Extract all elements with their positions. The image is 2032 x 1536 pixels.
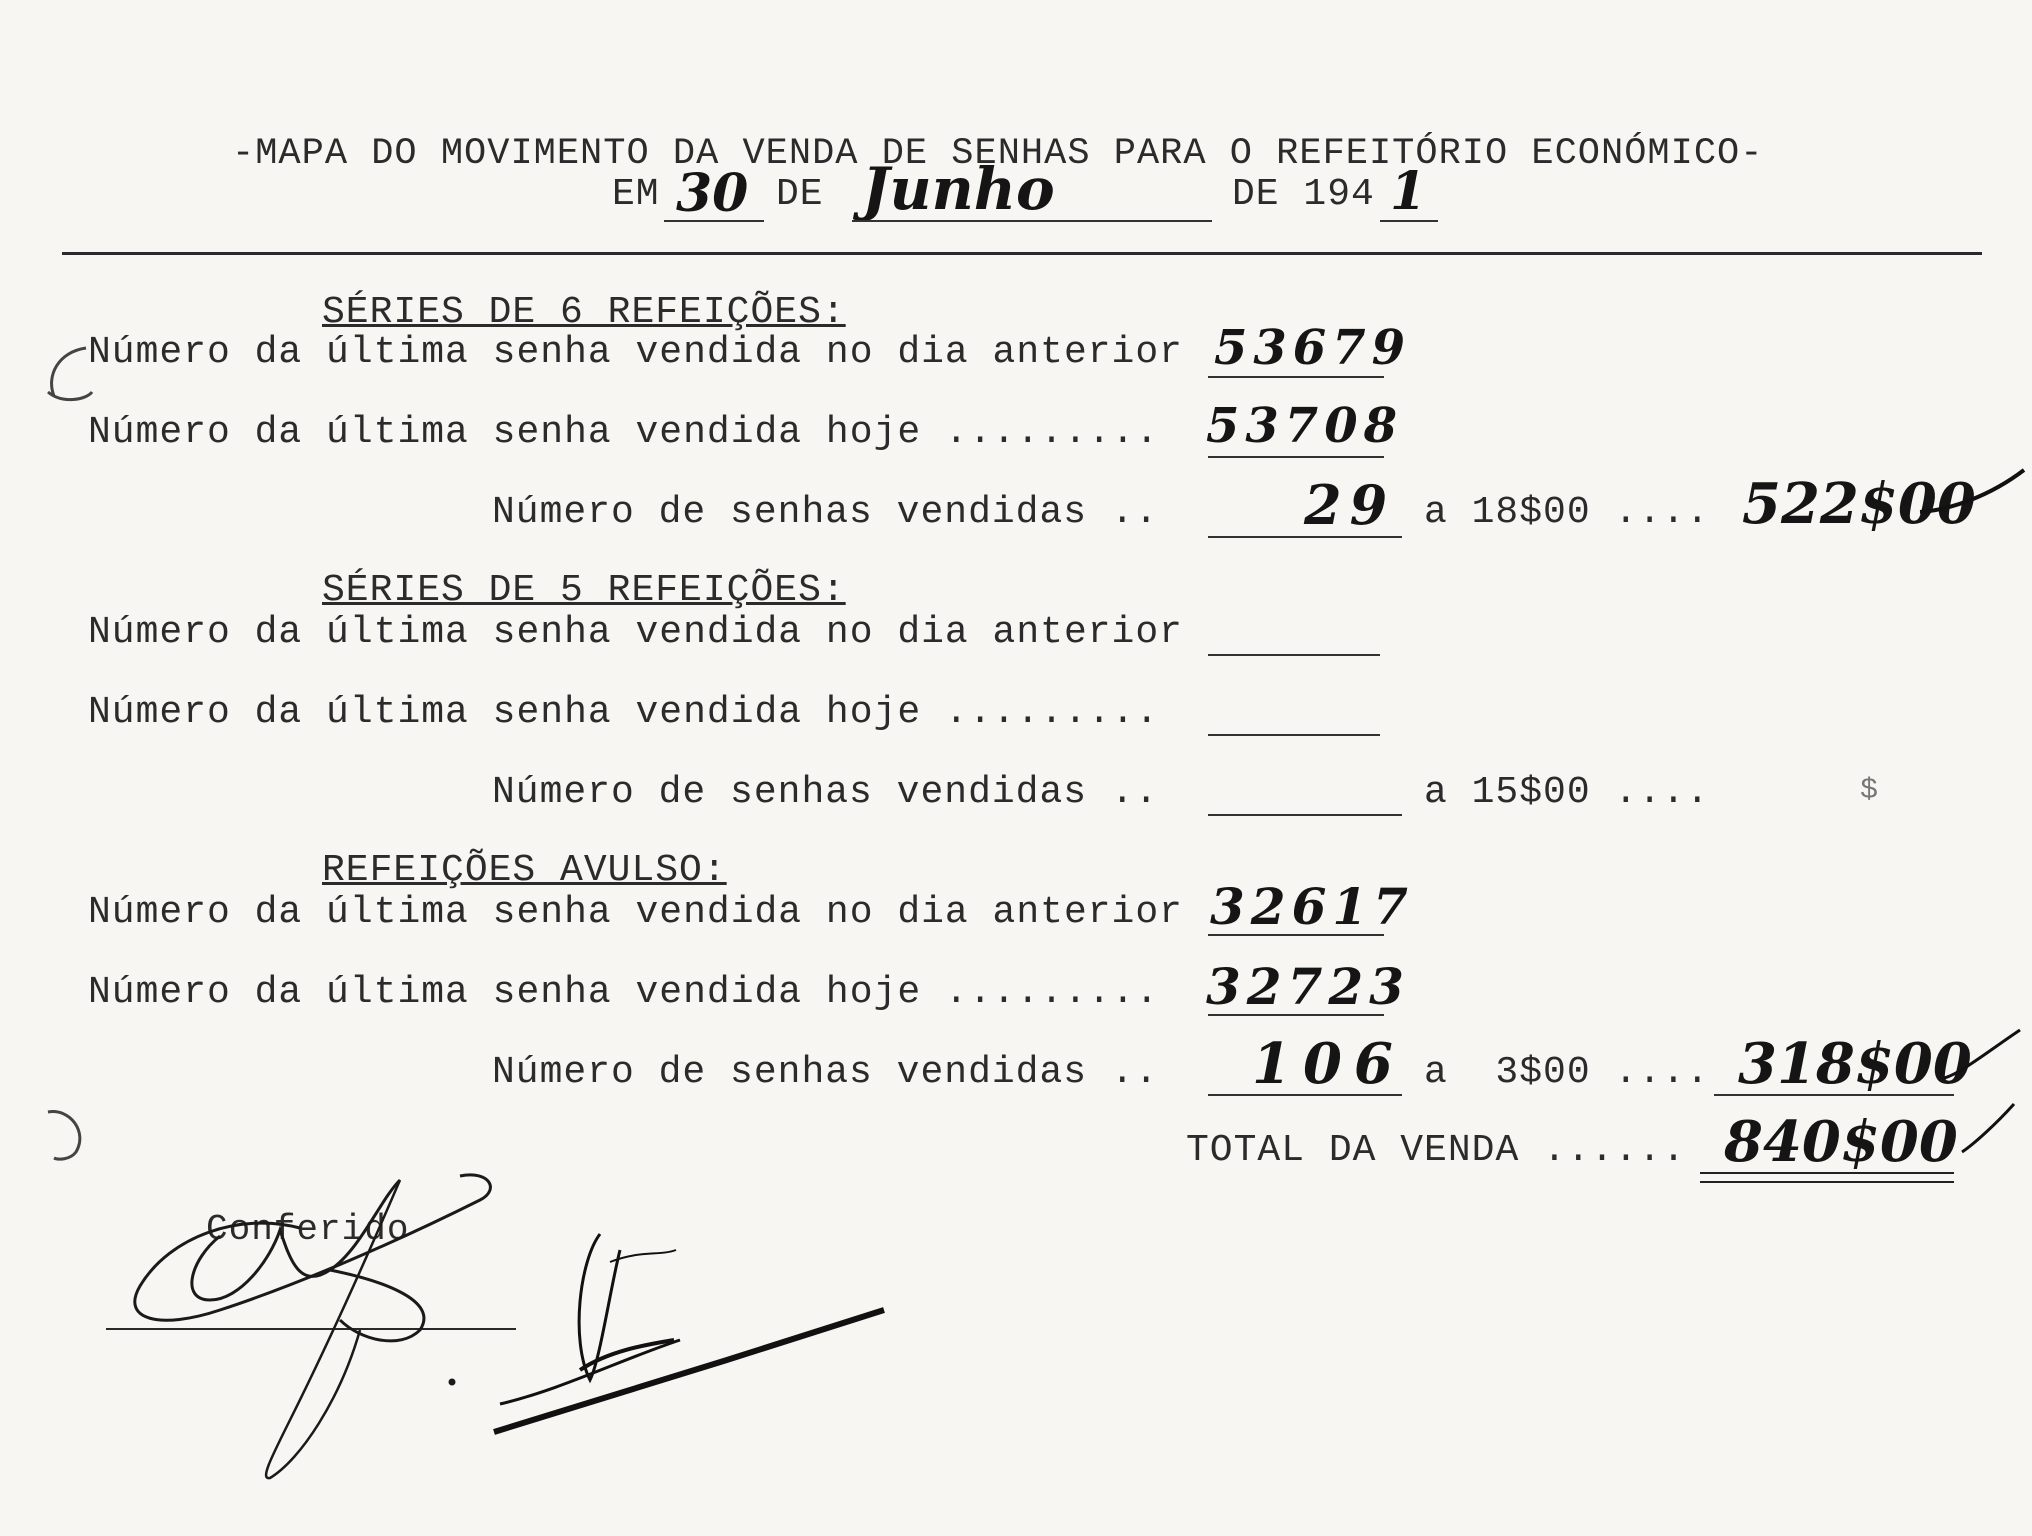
- date-year-digit: 1: [1390, 161, 1427, 222]
- signature: [494, 1234, 884, 1432]
- series6-today-value: 53708: [1206, 398, 1403, 454]
- hole-punch-mark: [48, 348, 92, 400]
- avulso-prev-label: Número da última senha vendida no dia anterior: [88, 891, 1183, 934]
- conferido-label: Conferido: [206, 1209, 410, 1250]
- series6-amount: 522$00: [1742, 471, 1976, 537]
- check-mark: [1920, 470, 2024, 512]
- avulso-sold-label: Número de senhas vendidas ..: [492, 1051, 1159, 1094]
- document-title: -MAPA DO MOVIMENTO DA VENDA DE SENHAS PARA O REFEITÓRIO ECONÓMICO-: [232, 133, 1764, 175]
- signature: [135, 1175, 491, 1478]
- series5-prev-label: Número da última senha vendida no dia anterior: [88, 611, 1183, 654]
- series6-sold-label: Número de senhas vendidas ..: [492, 491, 1159, 534]
- check-mark: [1944, 1030, 2020, 1078]
- total-amount: 840$00: [1724, 1109, 1958, 1175]
- date-year-label: DE 194: [1232, 173, 1375, 216]
- series5-today-label: Número da última senha vendida hoje .........: [88, 691, 1160, 734]
- avulso-heading: REFEIÇÕES AVULSO:: [322, 849, 727, 892]
- series6-sold-value: 29: [1304, 473, 1396, 537]
- date-em-label: EM: [612, 173, 660, 216]
- date-month: Junho: [862, 155, 1055, 223]
- series6-prev-value: 53679: [1214, 320, 1411, 376]
- avulso-sold-value: 106: [1252, 1031, 1405, 1097]
- avulso-amount: 318$00: [1738, 1031, 1972, 1097]
- avulso-today-value: 32723: [1206, 957, 1410, 1016]
- avulso-today-label: Número da última senha vendida hoje .........: [88, 971, 1160, 1014]
- avulso-price-label: a 3$00 ....: [1424, 1051, 1710, 1094]
- series6-prev-label: Número da última senha vendida no dia anterior: [88, 331, 1183, 374]
- series6-heading: SÉRIES DE 6 REFEIÇÕES:: [322, 291, 846, 334]
- hole-punch-mark: [48, 1112, 80, 1160]
- series5-heading: SÉRIES DE 5 REFEIÇÕES:: [322, 569, 846, 612]
- check-mark: [1962, 1104, 2014, 1152]
- avulso-prev-value: 32617: [1210, 877, 1414, 936]
- date-day: 30: [676, 163, 749, 224]
- series5-sold-label: Número de senhas vendidas ..: [492, 771, 1159, 814]
- series6-today-label: Número da última senha vendida hoje .........: [88, 411, 1160, 454]
- series5-currency-sign: $: [1860, 774, 1880, 808]
- series5-price-label: a 15$00 ....: [1424, 771, 1710, 814]
- total-label: TOTAL DA VENDA ......: [1186, 1129, 1686, 1172]
- date-de-label: DE: [776, 173, 824, 216]
- series6-price-label: a 18$00 ....: [1424, 491, 1710, 534]
